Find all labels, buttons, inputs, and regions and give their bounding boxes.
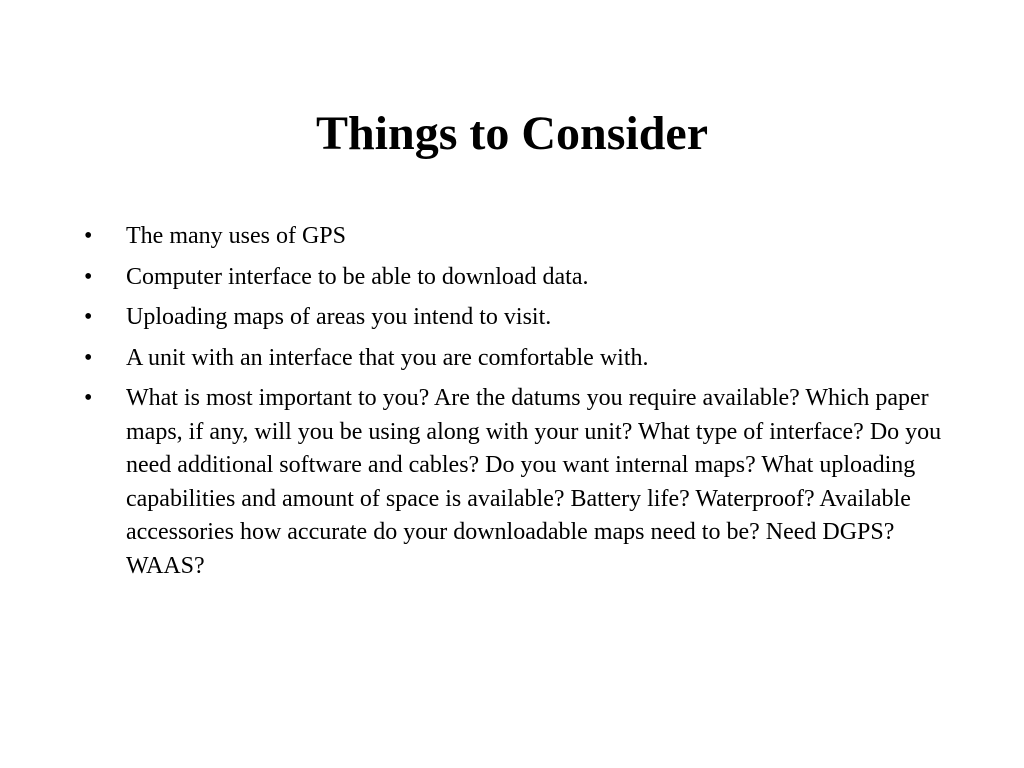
bullet-text: What is most important to you? Are the datums you require available? Which paper maps, if any, will you be using along with your unit? What type of interface? Do you need additional software and cables? Do you want internal maps? What uploading capabilities and amount of space is available? Battery life? Waterproof? Available accessories how accurate do your downloadable maps need to be? Need DGPS? WAAS? — [126, 385, 942, 579]
bullet-item-unit-interface — [84, 342, 964, 376]
bullet-text: A unit with an interface that you are comfortable with. — [126, 344, 649, 371]
slide-title: Things to Consider — [315, 107, 709, 160]
bullet-icon: • — [84, 304, 93, 330]
bullet-text: Uploading maps of areas you intend to visit. — [126, 304, 552, 330]
bullet-list — [84, 220, 964, 590]
bullet-item-uploading-maps — [84, 301, 964, 335]
bullet-text: Computer interface to be able to download data. — [126, 263, 589, 290]
bullet-icon: • — [84, 385, 93, 411]
bullet-item-important-questions — [84, 382, 964, 583]
bullet-icon: • — [84, 263, 93, 290]
bullet-item-computer-interface — [84, 261, 964, 295]
bullet-icon: • — [84, 344, 93, 371]
bullet-icon: • — [84, 223, 93, 249]
bullet-text: The many uses of GPS — [126, 223, 346, 249]
bullet-item-uses — [84, 220, 964, 254]
